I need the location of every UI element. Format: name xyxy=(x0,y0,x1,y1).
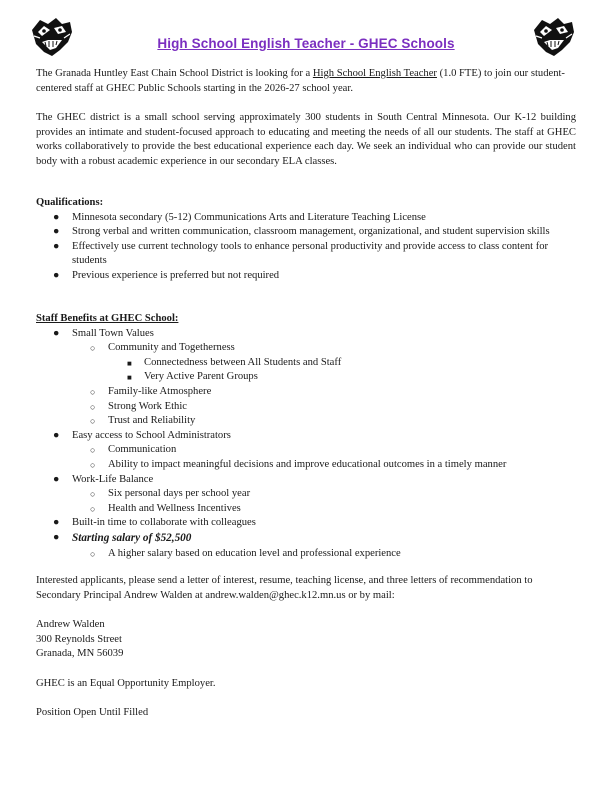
list-item: ○ Trust and Reliability xyxy=(90,415,196,427)
list-item: ○ Community and Togetherness xyxy=(90,342,235,354)
list-item: ● Small Town Values xyxy=(53,327,154,339)
application-instructions: Interested applicants, please send a letter of interest, resume, teaching license, and three letters of recommendation to Secondary Principal Andrew Walden at andrew.walden@ghec.k12.mn.us or by mail: xyxy=(36,575,533,601)
intro-text-end: (1.0 FTE) to join our student-centered staff at GHEC Public Schools starting in the 2026-27 school year. xyxy=(36,68,565,94)
list-item: ● Built-in time to collaborate with colleagues xyxy=(53,517,256,529)
eeo-statement: GHEC is an Equal Opportunity Employer. xyxy=(36,678,216,689)
list-item: ■ Connectedness between All Students and Staff xyxy=(127,356,342,368)
position-status: Position Open Until Filled xyxy=(36,707,149,718)
benefits-heading: Staff Benefits at GHEC School: xyxy=(36,313,179,324)
district-description: The GHEC district is a small school serving approximately 300 students in South Central Minnesota. Our K-12 building provides an intimate and student-focused approach to educating and meeting the needs of all our students. The staff at GHEC works collaboratively to provide the best educational experience each day. We seek an individual who can provide our student body with a robust academic experience in our secondary ELA classes. xyxy=(36,112,576,167)
qualifications-list xyxy=(36,211,576,284)
list-item: ○ Strong Work Ethic xyxy=(90,400,187,412)
list-item: ● Minnesota secondary (5-12) Communications Arts and Literature Teaching License xyxy=(53,211,426,223)
list-item: ○ Six personal days per school year xyxy=(90,488,251,500)
page-title[interactable]: High School English Teacher - GHEC Schools xyxy=(157,36,455,51)
contact-name: Andrew Walden xyxy=(36,619,105,630)
list-item: ● Strong verbal and written communication, classroom management, organizational, and student supervision skills xyxy=(53,226,550,238)
list-item: ● Work-Life Balance xyxy=(53,473,154,485)
list-item: ○ Family-like Atmosphere xyxy=(90,385,212,397)
intro-text-start: The Granada Huntley East Chain School District is looking for a xyxy=(36,68,313,79)
intro-paragraph xyxy=(36,67,576,96)
list-item: ○ Ability to impact meaningful decisions and improve educational outcomes in a timely manner xyxy=(90,458,507,470)
list-item: ● Previous experience is preferred but not required xyxy=(53,269,280,281)
list-item: ○ A higher salary based on education level and professional experience xyxy=(90,547,401,559)
benefits-list xyxy=(36,327,576,562)
mailing-address xyxy=(36,618,576,662)
position-link[interactable]: High School English Teacher xyxy=(312,68,437,79)
list-item: ● Effectively use current technology tools to enhance personal productivity and provide access to class content for students xyxy=(53,240,549,267)
qualifications-heading: Qualifications: xyxy=(36,197,104,208)
qualifications-section xyxy=(36,196,576,284)
list-item: ○ Communication xyxy=(90,444,177,456)
contact-street: 300 Reynolds Street xyxy=(36,633,122,645)
list-item: ■ Very Active Parent Groups xyxy=(127,371,258,383)
benefits-section xyxy=(36,312,576,561)
list-item: ○ Health and Wellness Incentives xyxy=(90,502,241,514)
list-item: ● Starting salary of $52,500 xyxy=(53,531,192,544)
list-item: ● Easy access to School Administrators xyxy=(53,429,231,441)
starting-salary: Starting salary of $52,500 xyxy=(72,531,192,544)
contact-city: Granada, MN 56039 xyxy=(36,648,124,660)
